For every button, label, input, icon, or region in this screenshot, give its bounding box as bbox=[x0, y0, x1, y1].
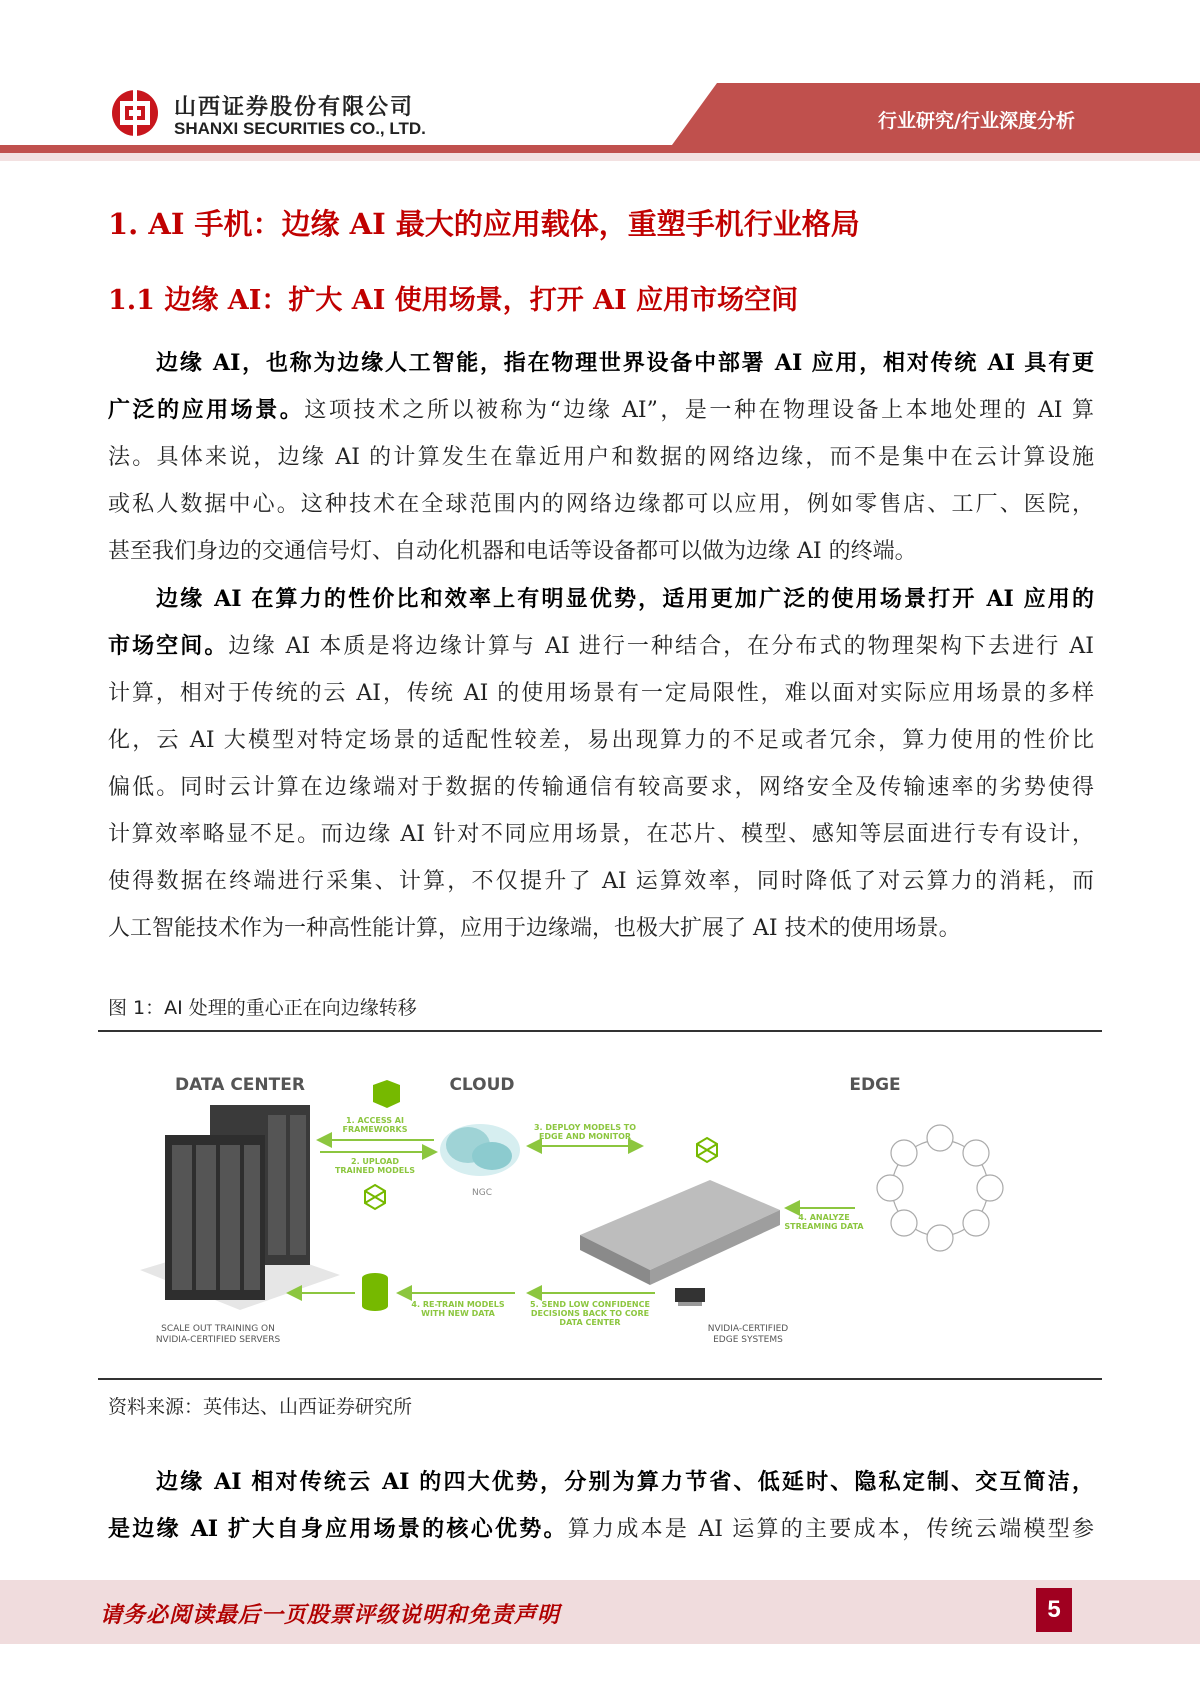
body-text: 或私人数据中心。这种技术在全球范围内的网络边缘都可以应用，例如零售店、工厂、医院， bbox=[108, 492, 1094, 517]
text-line bbox=[108, 434, 1094, 481]
report-category: 行业研究/行业深度分析 bbox=[878, 110, 1075, 132]
edge-device-icon bbox=[675, 1288, 705, 1306]
bold-lead: 边缘 AI 相对传统云 AI 的四大优势，分别为算力节省、低延时、隐私定制、交互简洁， bbox=[156, 1469, 1094, 1495]
text-line bbox=[108, 528, 1094, 575]
neural-network-edge-icon bbox=[697, 1138, 717, 1162]
header-rule-shadow bbox=[0, 153, 1200, 161]
servers-caption-line1: SCALE OUT TRAINING ON bbox=[161, 1324, 275, 1334]
paragraph-3 bbox=[108, 1459, 1094, 1553]
data-center-label: DATA CENTER bbox=[175, 1075, 305, 1095]
neural-network-icon bbox=[365, 1185, 385, 1209]
bold-lead: 边缘 AI，也称为边缘人工智能，指在物理世界设备中部署 AI 应用，相对传统 AI 具有更 bbox=[156, 350, 1094, 376]
body-text: 化，云 AI 大模型对特定场景的适配性较差，易出现算力的不足或者冗余，算力使用的性价比 bbox=[108, 728, 1094, 753]
subsection-heading: 1.1 边缘 AI：扩大 AI 使用场景，打开 AI 应用市场空间 bbox=[108, 285, 799, 316]
step2-line2: TRAINED MODELS bbox=[334, 1166, 416, 1175]
paragraph-1 bbox=[108, 340, 1094, 575]
server-racks-icon bbox=[140, 1105, 340, 1310]
cloud-icon bbox=[440, 1124, 520, 1176]
step5-line2: DECISIONS BACK TO CORE bbox=[530, 1309, 650, 1318]
text-line bbox=[108, 717, 1094, 764]
body-text: 甚至我们身边的交通信号灯、自动化机器和电话等设备都可以做为边缘 AI 的终端。 bbox=[108, 539, 917, 564]
edge-server-icon bbox=[580, 1180, 780, 1285]
database-icon bbox=[362, 1273, 388, 1311]
text-line bbox=[108, 764, 1094, 811]
text-line bbox=[108, 1459, 1094, 1506]
figure-top-rule bbox=[98, 1030, 1102, 1032]
bold-lead: 广泛的应用场景。 bbox=[108, 397, 305, 423]
header-rule bbox=[0, 145, 1200, 153]
cloud-label: CLOUD bbox=[449, 1075, 515, 1095]
text-line bbox=[108, 623, 1094, 670]
figure-caption: 图 1：AI 处理的重心正在向边缘转移 bbox=[108, 997, 417, 1019]
text-line bbox=[108, 481, 1094, 528]
figure-source: 资料来源：英伟达、山西证券研究所 bbox=[108, 1396, 413, 1418]
step3-line1: 3. DEPLOY MODELS TO bbox=[533, 1123, 637, 1132]
device-ring-icon bbox=[877, 1125, 1003, 1251]
step2-line1: 2. UPLOAD bbox=[351, 1157, 399, 1166]
bold-lead: 是边缘 AI 扩大自身应用场景的核心优势。 bbox=[108, 1516, 568, 1542]
step1-line2: FRAMEWORKS bbox=[342, 1125, 408, 1134]
framework-cube-icon bbox=[373, 1080, 400, 1108]
bold-lead: 边缘 AI 在算力的性价比和效率上有明显优势，适用更加广泛的使用场景打开 AI 应用的 bbox=[156, 586, 1094, 612]
body-text: 边缘 AI 本质是将边缘计算与 AI 进行一种结合，在分布式的物理架构下去进行 AI bbox=[228, 634, 1094, 659]
step1-line1: 1. ACCESS AI bbox=[346, 1116, 404, 1125]
page-number: 5 bbox=[1036, 1588, 1072, 1632]
step4-retrain-line1: 4. RE-TRAIN MODELS bbox=[411, 1300, 505, 1309]
text-line bbox=[108, 1506, 1094, 1553]
body-text: 人工智能技术作为一种高性能计算，应用于边缘端，也极大扩展了 AI 技术的使用场景。 bbox=[108, 916, 961, 941]
body-text: 计算效率略显不足。而边缘 AI 针对不同应用场景，在芯片、模型、感知等层面进行专有设计， bbox=[108, 822, 1094, 847]
step4-analyze-line1: 4. ANALYZE bbox=[798, 1213, 850, 1222]
text-line bbox=[108, 576, 1094, 623]
text-line bbox=[108, 340, 1094, 387]
text-line bbox=[108, 858, 1094, 905]
body-text: 偏低。同时云计算在边缘端对于数据的传输通信有较高要求，网络安全及传输速率的劣势使得 bbox=[108, 775, 1094, 800]
section-heading: 1. AI 手机：边缘 AI 最大的应用载体，重塑手机行业格局 bbox=[108, 207, 860, 241]
figure-bottom-rule bbox=[98, 1378, 1102, 1380]
step4-retrain-line2: WITH NEW DATA bbox=[421, 1309, 495, 1318]
ngc-label: NGC bbox=[472, 1188, 492, 1198]
text-line bbox=[108, 670, 1094, 717]
edge-label: EDGE bbox=[849, 1075, 901, 1095]
company-name-cn: 山西证券股份有限公司 bbox=[174, 95, 415, 120]
step5-line3: DATA CENTER bbox=[559, 1318, 621, 1327]
disclaimer-notice: 请务必阅读最后一页股票评级说明和免责声明 bbox=[100, 1602, 561, 1628]
body-text: 法。具体来说，边缘 AI 的计算发生在靠近用户和数据的网络边缘，而不是集中在云计算设施 bbox=[108, 445, 1094, 470]
body-text: 算力成本是 AI 运算的主要成本，传统云端模型参 bbox=[567, 1517, 1094, 1542]
body-text: 这项技术之所以被称为“边缘 AI”，是一种在物理设备上本地处理的 AI 算 bbox=[304, 398, 1094, 423]
step3-line2: EDGE AND MONITOR bbox=[538, 1132, 632, 1141]
company-logo-icon bbox=[110, 88, 160, 138]
servers-caption-line2: NVIDIA-CERTIFIED SERVERS bbox=[155, 1335, 281, 1345]
body-text: 使得数据在终端进行采集、计算，不仅提升了 AI 运算效率，同时降低了对云算力的消耗，而 bbox=[108, 869, 1094, 894]
step5-line1: 5. SEND LOW CONFIDENCE bbox=[530, 1300, 650, 1309]
edge-systems-line2: EDGE SYSTEMS bbox=[713, 1335, 783, 1345]
paragraph-2 bbox=[108, 576, 1094, 952]
edge-systems-line1: NVIDIA-CERTIFIED bbox=[707, 1324, 789, 1334]
text-line bbox=[108, 387, 1094, 434]
bold-lead: 市场空间。 bbox=[108, 633, 229, 659]
company-name-en: SHANXI SECURITIES CO., LTD. bbox=[174, 119, 426, 138]
text-line bbox=[108, 811, 1094, 858]
body-text: 计算，相对于传统的云 AI，传统 AI 的使用场景有一定局限性，难以面对实际应用场景的多样 bbox=[108, 681, 1094, 706]
edge-ai-diagram bbox=[140, 1060, 1080, 1360]
step4-analyze-line2: STREAMING DATA bbox=[784, 1222, 864, 1231]
text-line bbox=[108, 905, 1094, 952]
